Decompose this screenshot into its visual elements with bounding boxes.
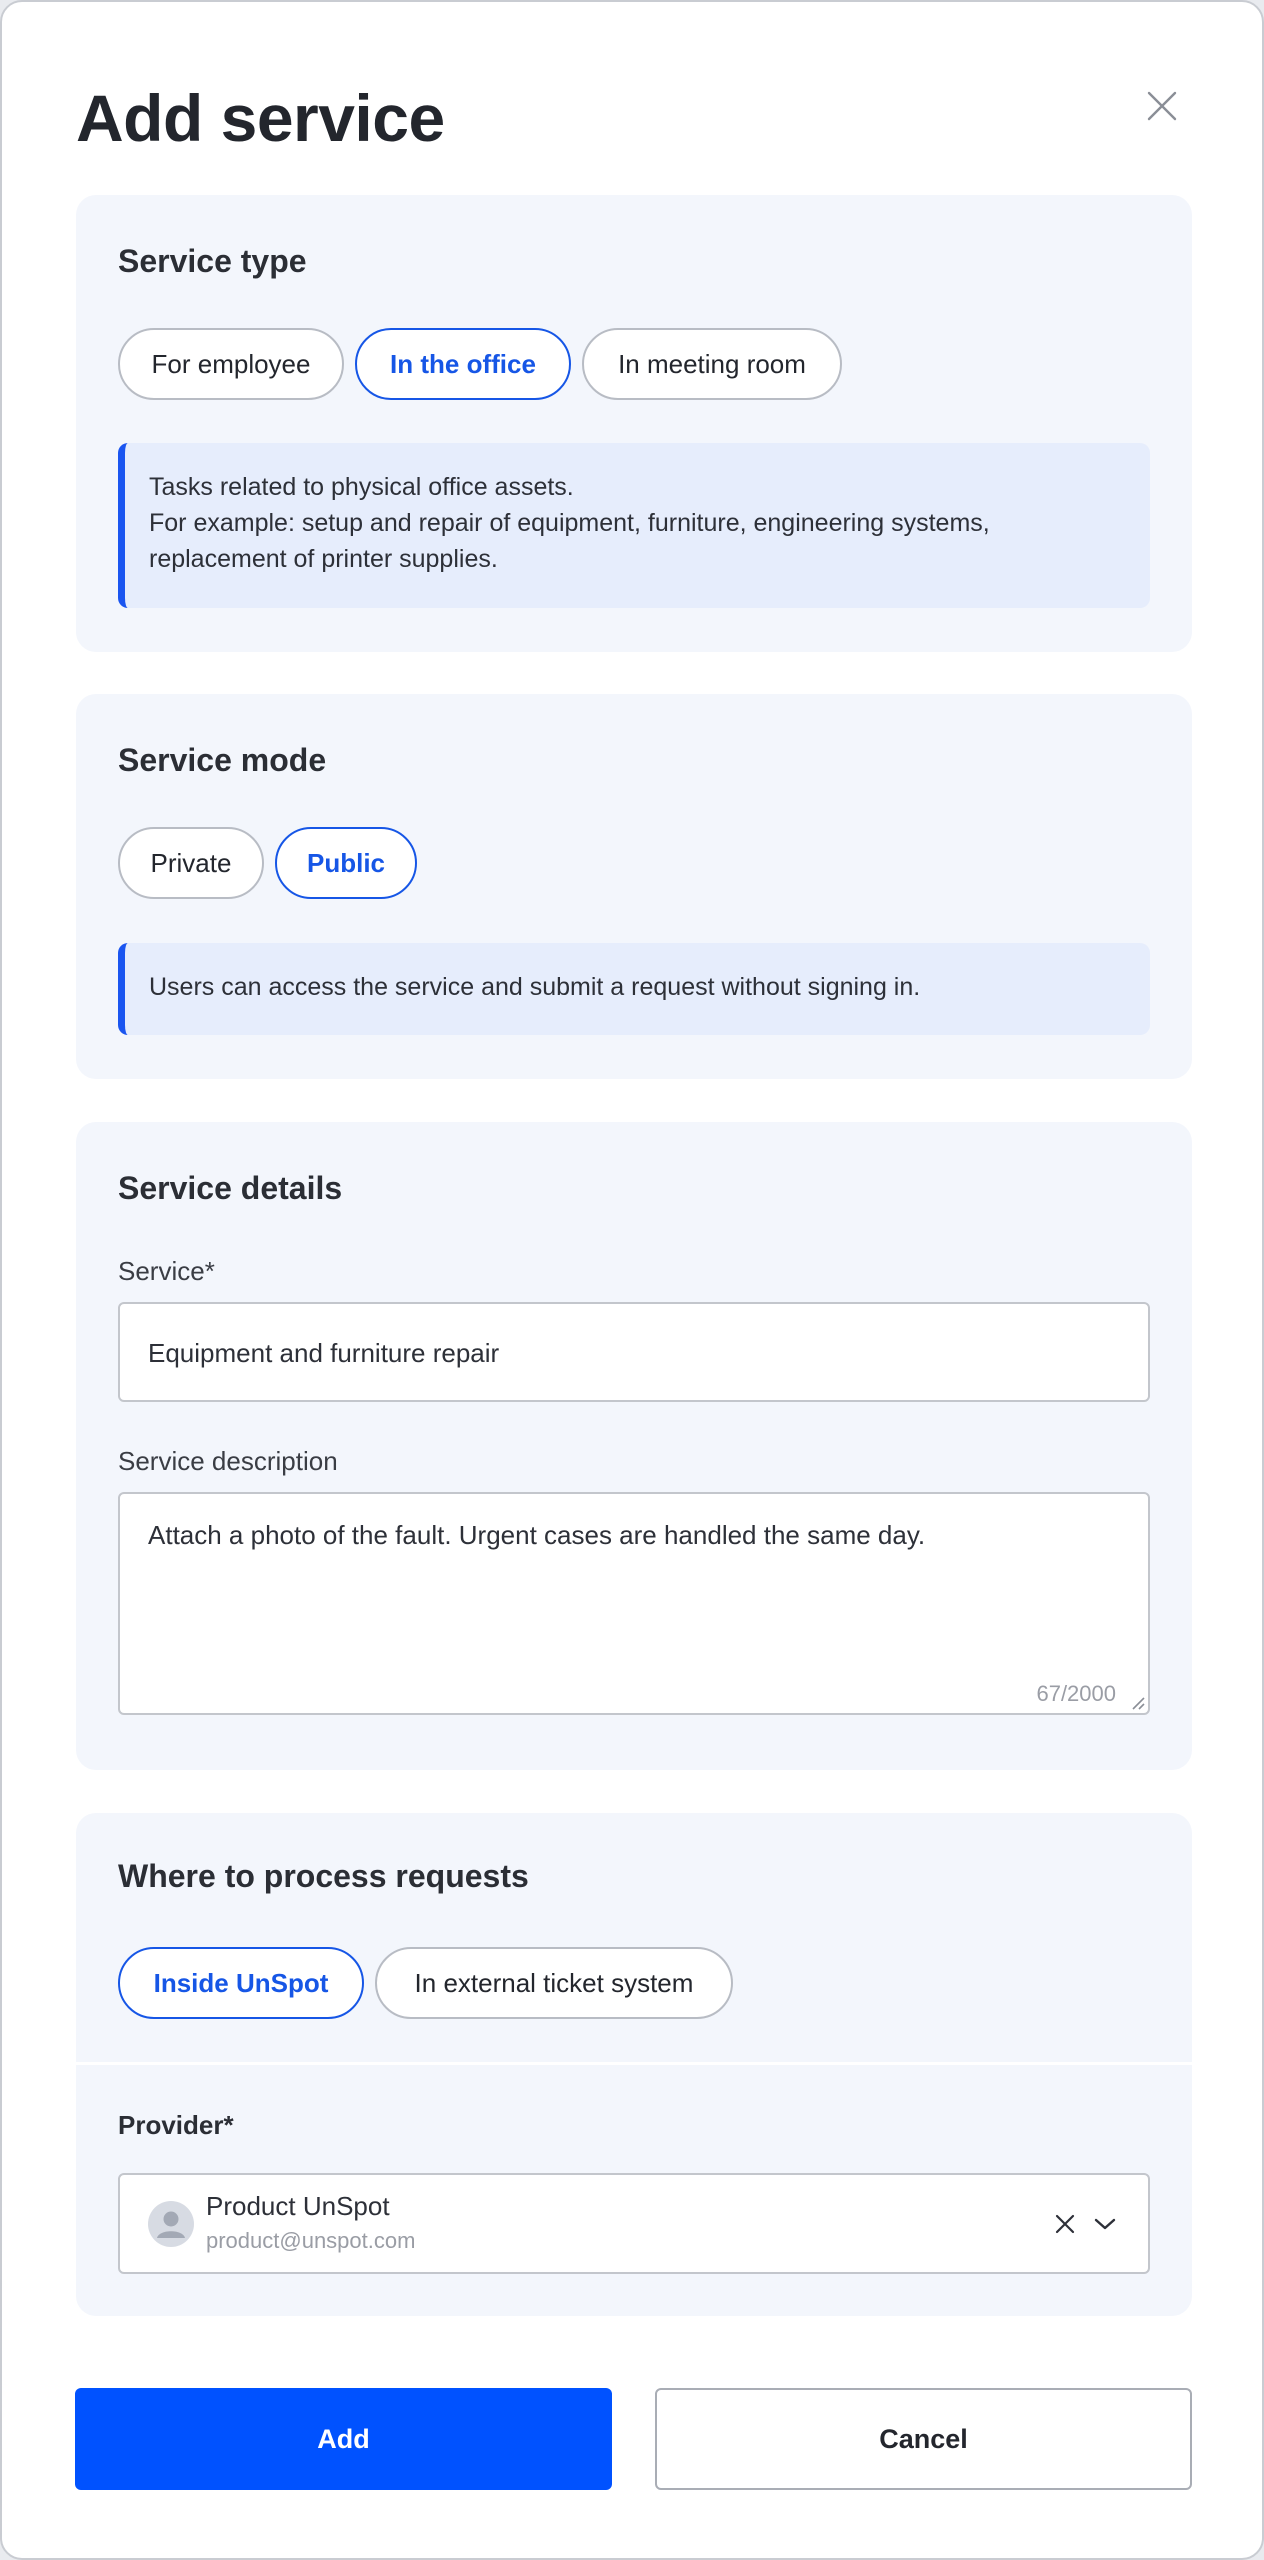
add-button[interactable]: Add [75,2388,612,2490]
service-description-textarea[interactable] [118,1492,1150,1715]
service-type-section [76,195,1192,652]
processing-section [76,1813,1192,2316]
service-type-info [118,443,1150,608]
section-divider [76,2062,1192,2065]
clear-icon[interactable] [1054,2213,1076,2235]
service-description-value: Attach a photo of the fault. Urgent cases are handled the same day. [148,1520,926,1550]
service-details-section [76,1122,1192,1770]
chip-for-employee[interactable]: For employee [118,328,344,400]
service-details-heading: Service details [118,1170,343,1206]
chip-public[interactable]: Public [275,827,417,899]
chip-in-meeting-room[interactable]: In meeting room [582,328,842,400]
chip-in-the-office[interactable]: In the office [355,328,571,400]
processing-heading: Where to process requests [118,1858,529,1894]
chevron-down-icon[interactable] [1093,2216,1117,2232]
user-avatar-icon [148,2201,194,2247]
provider-email: product@unspot.com [206,2228,416,2253]
service-mode-info [118,943,1150,1035]
service-mode-section [76,694,1192,1079]
service-type-heading: Service type [118,243,307,279]
service-mode-heading: Service mode [118,742,327,778]
service-name-input[interactable] [118,1302,1150,1402]
info-line: Tasks related to physical office assets. [149,473,574,501]
cancel-button[interactable]: Cancel [655,2388,1192,2490]
resize-handle-icon[interactable] [1130,1695,1146,1711]
info-line: Users can access the service and submit a request without signing in. [149,973,921,1001]
chip-inside-unspot[interactable]: Inside UnSpot [118,1947,364,2019]
info-line: replacement of printer supplies. [149,545,498,573]
dialog-title: Add service [76,81,445,155]
character-counter: 67/2000 [1036,1681,1116,1706]
provider-name: Product UnSpot [206,2191,390,2221]
description-field-label: Service description [118,1446,338,1476]
close-button[interactable] [1132,82,1192,130]
chip-private[interactable]: Private [118,827,264,899]
service-field-label: Service* [118,1256,215,1286]
close-icon [1147,91,1177,121]
info-line: For example: setup and repair of equipment, furniture, engineering systems, [149,509,990,537]
provider-field-label: Provider* [118,2110,234,2140]
service-name-value: Equipment and furniture repair [148,1338,500,1368]
chip-external-ticket-system[interactable]: In external ticket system [375,1947,733,2019]
provider-select[interactable] [118,2173,1150,2274]
